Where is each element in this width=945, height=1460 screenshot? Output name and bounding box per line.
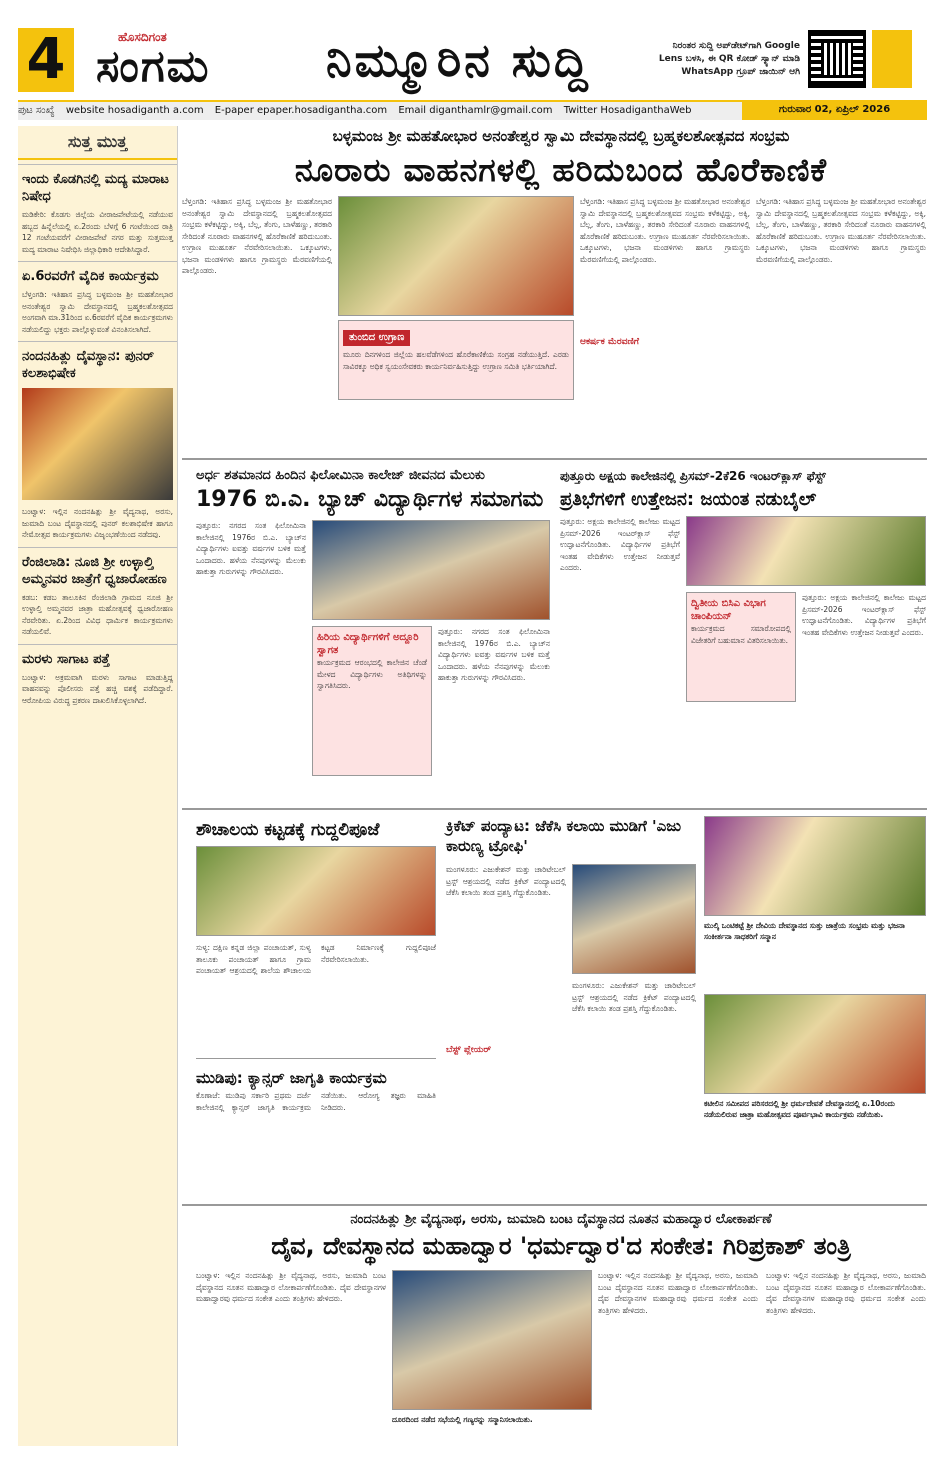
sidebar-logo: ಸುತ್ತ ಮುತ್ತ xyxy=(18,126,177,160)
bottom-body-3: ಬಂಟ್ವಾಳ: ಇಲ್ಲಿನ ನಂದನಹಿತ್ಲು ಶ್ರೀ ವೈದ್ಯನಾಥ, ಅರಸು, ಜುಮಾದಿ ಬಂಟ ದೈವಸ್ಥಾನದ ನೂತನ ಮಹಾದ್ವಾರ ಲೋಕಾರ್ಪಣೆಗೊಂಡಿತು. ದೈವ ದೇವಸ್ಥಾನಗಳ ಮಹಾದ್ವಾರವು ಧರ್ಮದ ಸಂಕೇತ ಎಂದು ತಂತ್ರಿಗಳು ಹೇಳಿದರು. xyxy=(766,1271,926,1315)
inset-body: ಮೂರು ದಿನಗಳಿಂದ ಜಿಲ್ಲೆಯ ಹಲವೆಡೆಗಳಿಂದ ಹೊರೆಕಾಣಿಕೆಯ ಸಂಗ್ರಹ ನಡೆಯುತ್ತಿದೆ. ಎರಡು ಸಾವಿರಕ್ಕೂ ಅಧಿಕ ಸ್ವಯಂಸೇವಕರು ಕಾರ್ಯನಿರ್ವಹಿಸುತ್ತಿದ್ದು ಉಗ್ರಾಣ ಸಮಿತಿ ಭರ್ತಿಯಾಗಿದೆ. xyxy=(343,350,569,371)
story6-body-2: ಮಂಗಳೂರು: ಎಜುಕೇಶನ್ ಮತ್ತು ಚಾರಿಟೇಬಲ್ ಟ್ರಸ್ಟ್ ಆಶ್ರಯದಲ್ಲಿ ನಡೆದ ಕ್ರಿಕೆಟ್ ಪಂದ್ಯಾಟದಲ್ಲಿ ಜೆಕೆಸಿ ಕಲಾಯಿ ತಂಡ ಪ್ರಶಸ್ತಿ ಗೆದ್ದುಕೊಂಡಿತು. xyxy=(572,981,696,1013)
email-link[interactable]: Email diganthamlr@gmail.com xyxy=(398,105,553,116)
website-link[interactable]: website hosadiganth a.com xyxy=(65,105,204,116)
story2-box-body: ಕಾರ್ಯಕ್ರಮದ ಆರಂಭದಲ್ಲಿ ಕಾಲೇಜಿನ ಚೆಂಡೆ ಮೇಳದ ವಿದ್ಯಾರ್ಥಿಗಳು ಅತಿಥಿಗಳನ್ನು ಸ್ವಾಗತಿಸಿದರು. xyxy=(317,658,427,690)
divider xyxy=(182,1204,927,1206)
sidebar-item xyxy=(18,644,177,709)
sidebar-item xyxy=(18,261,177,337)
sidebar-body: ಮಡಿಕೇರಿ: ಕೊಡಗು ಜಿಲ್ಲೆಯ ವೀರಾಜಪೇಟೆಯಲ್ಲಿ ನಡೆಯುವ ಹಬ್ಬದ ಹಿನ್ನೆಲೆಯಲ್ಲಿ ಏ.2ರಂದು ಬೆಳಗ್ಗೆ 6 ಗಂಟೆಯಿಂದ ರಾತ್ರಿ 12 ಗಂಟೆಯವರೆಗೆ ವೀರಾಜಪೇಟೆ ನಗರ ಮತ್ತು ಸುತ್ತಮುತ್ತ ಮದ್ಯ ಮಾರಾಟ ನಿಷೇಧಿಸಿ ಜಿಲ್ಲಾಧಿಕಾರಿ ಆದೇಶಿಸಿದ್ದಾರೆ. xyxy=(22,210,173,254)
lead-photo xyxy=(338,196,574,316)
sidebar-body: ಬಂಟ್ವಾಳ: ಅಕ್ರಮವಾಗಿ ಮರಳು ಸಾಗಾಟ ಮಾಡುತ್ತಿದ್ದ ವಾಹನವನ್ನು ಪೊಲೀಸರು ಪತ್ತೆ ಹಚ್ಚಿ ವಶಕ್ಕೆ ಪಡೆದಿದ್ದಾರೆ. ಆರೋಪಿಯ ವಿರುದ್ಧ ಪ್ರಕರಣ ದಾಖಲಿಸಿಕೊಳ್ಳಲಾಗಿದೆ. xyxy=(22,672,173,705)
bottom-body: ಬಂಟ್ವಾಳ: ಇಲ್ಲಿನ ನಂದನಹಿತ್ಲು ಶ್ರೀ ವೈದ್ಯನಾಥ, ಅರಸು, ಜುಮಾದಿ ಬಂಟ ದೈವಸ್ಥಾನದ ನೂತನ ಮಹಾದ್ವಾರ ಲೋಕಾರ್ಪಣೆಗೊಂಡಿತು. ದೈವ ದೇವಸ್ಥಾನಗಳ ಮಹಾದ್ವಾರವು ಧರ್ಮದ ಸಂಕೇತ ಎಂದು ತಂತ್ರಿಗಳು ಹೇಳಿದರು. xyxy=(196,1271,386,1303)
sidebar-body: ಕಡಬ: ಕಡಬ ತಾಲೂಕಿನ ರೆಂಜಿಲಾಡಿ ಗ್ರಾಮದ ನೂಜಿ ಶ್ರೀ ಉಳ್ಳಾಲ್ತಿ ಅಮ್ಮನವರ ಜಾತ್ರಾ ಮಹೋತ್ಸವಕ್ಕೆ ಧ್ವಜಾರೋಹಣ ನೆರವೇರಿತು. ಏ.2ರಿಂದ ವಿವಿಧ ಧಾರ್ಮಿಕ ಕಾರ್ಯಕ್ರಮಗಳು ನಡೆಯಲಿವೆ. xyxy=(22,592,173,636)
sidebar-body: ಬಂಟ್ವಾಳ: ಇಲ್ಲಿನ ನಂದನಹಿತ್ಲು ಶ್ರೀ ವೈದ್ಯನಾಥ, ಅರಸು, ಜುಮಾದಿ ಬಂಟ ದೈವಸ್ಥಾನದಲ್ಲಿ ಪುನರ್ ಕಲಶಾಭಿಷೇಕ ಹಾಗೂ ನೇಮೋತ್ಸವ ಕಾರ್ಯಕ್ರಮಗಳು ವಿಜೃಂಭಣೆಯಿಂದ ನಡೆದವು. xyxy=(22,507,173,539)
story3-box xyxy=(686,592,796,702)
qr-instructions: ನಿರಂತರ ಸುದ್ದಿ ಅಪ್‌ಡೇಟ್‌ಗಾಗಿ Google Lens ಬಳಸಿ, ಈ QR ಕೋಡ್ ಸ್ಕ್ಯಾನ್ ಮಾಡಿ WhatsApp ಗ್ರೂಪ್ ಜಾಯಿನ್ ಆಗಿ xyxy=(658,41,800,77)
lead-kicker: ಬಳ್ಳಮಂಜ ಶ್ರೀ ಮಹತೋಭಾರ ಅನಂತೇಶ್ವರ ಸ್ವಾಮಿ ದೇವಸ್ಥಾನದಲ್ಲಿ ಬ್ರಹ್ಮಕಲಶೋತ್ಸವದ ಸಂಭ್ರಮ xyxy=(332,127,790,145)
lead-headline[interactable]: ನೂರಾರು ವಾಹನಗಳಲ್ಲಿ ಹರಿದುಬಂದ ಹೊರೆಕಾಣಿಕೆ xyxy=(294,151,828,189)
bottom-headline[interactable]: ದೈವ, ದೇವಸ್ಥಾನದ ಮಹಾದ್ವಾರ 'ಧರ್ಮದ್ವಾರ'ದ ಸಂಕೇತ: ಗಿರಿಪ್ರಕಾಶ್ ತಂತ್ರಿ xyxy=(271,1232,851,1260)
story3-photo xyxy=(686,516,926,586)
sidebar-headline[interactable]: ಮರಳು ಸಾಗಾಟ ಪತ್ತೆ xyxy=(18,644,177,670)
sidebar-body: ಬೆಳ್ತಂಗಡಿ: ಇತಿಹಾಸ ಪ್ರಸಿದ್ಧ ಬಳ್ಳಮಂಜ ಶ್ರೀ ಮಹತೋಭಾರ ಅನಂತೇಶ್ವರ ಸ್ವಾಮಿ ದೇವಸ್ಥಾನದಲ್ಲಿ ಬ್ರಹ್ಮಕಲಶೋತ್ಸವದ ಅಂಗವಾಗಿ ಮಾ.31ರಿಂದ ಏ.6ರವರೆಗೆ ವೈದಿಕ ಕಾರ್ಯಕ್ರಮಗಳು ನಡೆಯಲಿದ್ದು ಭಕ್ತರು ಪಾಲ್ಗೊಳ್ಳುವಂತೆ ವಿನಂತಿಸಲಾಗಿದೆ. xyxy=(22,290,173,334)
page-title: ನಿಮ್ಮೂರಿನ ಸುದ್ದಿ xyxy=(326,33,591,87)
story3-kicker: ಪುತ್ತೂರು ಅಕ್ಷಯ ಕಾಲೇಜಿನಲ್ಲಿ ಪ್ರಿಸಮ್-2ಕೆ26 ಇಂಟರ್‌ಕ್ಲಾಸ್ ಫೆಸ್ಟ್ xyxy=(560,469,826,483)
story2-kicker: ಅರ್ಧ ಶತಮಾನದ ಹಿಂದಿನ ಫಿಲೋಮಿನಾ ಕಾಲೇಜ್ ಜೀವನದ ಮೆಲುಕು xyxy=(196,468,485,483)
page-label: ಪುಟ ಸಂಖ್ಯೆ xyxy=(18,105,55,116)
lead-body-2: ಬೆಳ್ತಂಗಡಿ: ಇತಿಹಾಸ ಪ್ರಸಿದ್ಧ ಬಳ್ಳಮಂಜ ಶ್ರೀ ಮಹತೋಭಾರ ಅನಂತೇಶ್ವರ ಸ್ವಾಮಿ ದೇವಸ್ಥಾನದಲ್ಲಿ ಬ್ರಹ್ಮಕಲಶೋತ್ಸವದ ಸಂಭ್ರಮ ಕಳೆಕಟ್ಟಿದ್ದು, ಅಕ್ಕಿ, ಬೆಲ್ಲ, ತೆಂಗು, ಬಾಳೆಹಣ್ಣು, ತರಕಾರಿ ಸೇರಿದಂತೆ ನೂರಾರು ವಾಹನಗಳಲ್ಲಿ ಹೊರೆಕಾಣಿಕೆ ಹರಿದುಬಂತು. ಉಗ್ರಾಣ ಮುಹೂರ್ತ ನೆರವೇರಿಸಲಾಯಿತು. ಒಕ್ಕೂಟಗಳು, ಭಜನಾ ಮಂಡಳಿಗಳು ಹಾಗೂ ಗ್ರಾಮಸ್ಥರು ಮೆರವಣಿಗೆಯಲ್ಲಿ ಪಾಲ್ಗೊಂಡರು. xyxy=(580,197,750,264)
story2-photo xyxy=(312,520,550,620)
bottom-kicker: ನಂದನಹಿತ್ಲು ಶ್ರೀ ವೈದ್ಯನಾಥ, ಅರಸು, ಜುಮಾದಿ ಬಂಟ ದೈವಸ್ಥಾನದ ನೂತನ ಮಹಾದ್ವಾರ ಲೋಕಾರ್ಪಣೆ xyxy=(350,1212,772,1227)
sidebar-item xyxy=(18,341,177,543)
twitter-link[interactable]: Twitter HosadiganthaWeb xyxy=(563,105,692,116)
story5-headline[interactable]: ಮುಡಿಪು: ಕ್ಯಾನ್ಸರ್ ಜಾಗೃತಿ ಕಾರ್ಯಕ್ರಮ xyxy=(196,1069,387,1087)
sidebar-item xyxy=(18,547,177,640)
story3-body: ಪುತ್ತೂರು: ಅಕ್ಷಯ ಕಾಲೇಜಿನಲ್ಲಿ ಕಾಲೇಜು ಮಟ್ಟದ ಪ್ರಿಸಮ್-2026 ಇಂಟರ್‌ಕ್ಲಾಸ್ ಫೆಸ್ಟ್ ಉದ್ಘಾಟನೆಗೊಂಡಿತು. ವಿದ್ಯಾರ್ಥಿಗಳ ಪ್ರತಿಭೆಗೆ ಇಂತಹ ವೇದಿಕೆಗಳು ಉತ್ತೇಜನ ನೀಡುತ್ತವೆ ಎಂದರು. xyxy=(560,517,680,572)
story5-body: ಕೊಣಾಜೆ: ಮುಡಿಪು ಸರ್ಕಾರಿ ಪ್ರಥಮ ದರ್ಜೆ ಕಾಲೇಜಿನಲ್ಲಿ ಕ್ಯಾನ್ಸರ್ ಜಾಗೃತಿ ಕಾರ್ಯಕ್ರಮ ನಡೆಯಿತು. ಆರೋಗ್ಯ ತಜ್ಞರು ಮಾಹಿತಿ ನೀಡಿದರು. xyxy=(196,1091,436,1112)
sidebar-headline[interactable]: ಏ.6ರವರೆಗೆ ವೈದಿಕ ಕಾರ್ಯಕ್ರಮ xyxy=(18,261,177,287)
story6-photo xyxy=(572,864,696,974)
issue-date: ಗುರುವಾರ 02, ಏಪ್ರಿಲ್ 2026 xyxy=(742,100,927,120)
sidebar-item xyxy=(18,164,177,257)
story3-headline[interactable]: ಪ್ರತಿಭೆಗಳಿಗೆ ಉತ್ತೇಜನ: ಜಯಂತ ನಡುಬೈಲ್ xyxy=(560,489,817,510)
feature-photo-2 xyxy=(704,994,926,1094)
divider xyxy=(196,1058,436,1059)
story4-photo xyxy=(196,846,436,936)
story3-box-body: ಕಾರ್ಯಕ್ರಮದ ಸಮಾರೋಪದಲ್ಲಿ ವಿಜೇತರಿಗೆ ಬಹುಮಾನ ವಿತರಿಸಲಾಯಿತು. xyxy=(691,624,791,645)
lead-subhead: ಆಕರ್ಷಕ ಮೆರವಣಿಗೆ xyxy=(580,337,640,347)
lead-body: ಬೆಳ್ತಂಗಡಿ: ಇತಿಹಾಸ ಪ್ರಸಿದ್ಧ ಬಳ್ಳಮಂಜ ಶ್ರೀ ಮಹತೋಭಾರ ಅನಂತೇಶ್ವರ ಸ್ವಾಮಿ ದೇವಸ್ಥಾನದಲ್ಲಿ ಬ್ರಹ್ಮಕಲಶೋತ್ಸವದ ಸಂಭ್ರಮ ಕಳೆಕಟ್ಟಿದ್ದು, ಅಕ್ಕಿ, ಬೆಲ್ಲ, ತೆಂಗು, ಬಾಳೆಹಣ್ಣು, ತರಕಾರಿ ಸೇರಿದಂತೆ ನೂರಾರು ವಾಹನಗಳಲ್ಲಿ ಹೊರೆಕಾಣಿಕೆ ಹರಿದುಬಂತು. ಉಗ್ರಾಣ ಮುಹೂರ್ತ ನೆರವೇರಿಸಲಾಯಿತು. ಒಕ್ಕೂಟಗಳು, ಭಜನಾ ಮಂಡಳಿಗಳು ಹಾಗೂ ಗ್ರಾಮಸ್ಥರು ಮೆರವಣಿಗೆಯಲ್ಲಿ ಪಾಲ್ಗೊಂಡರು. xyxy=(182,197,332,275)
qr-code-icon[interactable] xyxy=(808,30,866,88)
feature-caption-2: ಕಟೀಲಿನ ಸಮೀಪದ ಪರಿಸರದಲ್ಲಿ ಶ್ರೀ ಧರ್ಮದೇವತೆ ದೇವಸ್ಥಾನದಲ್ಲಿ ಏ.10ರಂದು ನಡೆಯಲಿರುವ ಜಾತ್ರಾ ಮಹೋತ್ಸವದ ಪೂರ್ವಭಾವಿ ಕಾರ್ಯಕ್ರಮ ನಡೆಯಿತು. xyxy=(704,1099,895,1119)
story2-box xyxy=(312,626,432,776)
bottom-photo xyxy=(392,1270,592,1410)
page-number: 4 xyxy=(18,28,74,92)
sidebar xyxy=(18,126,178,1446)
bottom-body-2: ಬಂಟ್ವಾಳ: ಇಲ್ಲಿನ ನಂದನಹಿತ್ಲು ಶ್ರೀ ವೈದ್ಯನಾಥ, ಅರಸು, ಜುಮಾದಿ ಬಂಟ ದೈವಸ್ಥಾನದ ನೂತನ ಮಹಾದ್ವಾರ ಲೋಕಾರ್ಪಣೆಗೊಂಡಿತು. ದೈವ ದೇವಸ್ಥಾನಗಳ ಮಹಾದ್ವಾರವು ಧರ್ಮದ ಸಂಕೇತ ಎಂದು ತಂತ್ರಿಗಳು ಹೇಳಿದರು. xyxy=(598,1271,758,1315)
sidebar-photo xyxy=(22,388,173,500)
feature-photo-1 xyxy=(704,816,926,916)
divider xyxy=(182,458,927,460)
lead-inset-box xyxy=(338,320,574,400)
story3-body-2: ಪುತ್ತೂರು: ಅಕ್ಷಯ ಕಾಲೇಜಿನಲ್ಲಿ ಕಾಲೇಜು ಮಟ್ಟದ ಪ್ರಿಸಮ್-2026 ಇಂಟರ್‌ಕ್ಲಾಸ್ ಫೆಸ್ಟ್ ಉದ್ಘಾಟನೆಗೊಂಡಿತು. ವಿದ್ಯಾರ್ಥಿಗಳ ಪ್ರತಿಭೆಗೆ ಇಂತಹ ವೇದಿಕೆಗಳು ಉತ್ತೇಜನ ನೀಡುತ್ತವೆ ಎಂದರು. xyxy=(802,593,926,637)
story2-headline[interactable]: 1976 ಬಿ.ಎ. ಬ್ಯಾಚ್ ವಿದ್ಯಾರ್ಥಿಗಳ ಸಮಾಗಮ xyxy=(196,487,544,512)
sidebar-headline[interactable]: ರೆಂಜಿಲಾಡಿ: ನೂಜಿ ಶ್ರೀ ಉಳ್ಳಾಲ್ತಿ ಅಮ್ಮನವರ ಜಾತ್ರೆಗೆ ಧ್ವಜಾರೋಹಣ xyxy=(18,547,177,590)
epaper-link[interactable]: E-paper epaper.hosadigantha.com xyxy=(214,105,388,116)
sidebar-headline[interactable]: ನಂದನಹಿತ್ಲು ದೈವಸ್ಥಾನ: ಪುನರ್ ಕಲಶಾಭಿಷೇಕ xyxy=(18,341,177,384)
story2-body-2: ಪುತ್ತೂರು: ನಗರದ ಸಂತ ಫಿಲೋಮಿನಾ ಕಾಲೇಜಿನಲ್ಲಿ 1976ರ ಬಿ.ಎ. ಬ್ಯಾಚ್‌ನ ವಿದ್ಯಾರ್ಥಿಗಳು ಐವತ್ತು ವರ್ಷಗಳ ಬಳಿಕ ಮತ್ತೆ ಒಂದಾದರು. ಹಳೆಯ ನೆನಪುಗಳನ್ನು ಮೆಲುಕು ಹಾಕುತ್ತಾ ಗುರುಗಳನ್ನು ಗೌರವಿಸಿದರು. xyxy=(438,627,550,682)
paper-name: ಹೊಸದಿಗಂತ xyxy=(118,30,167,44)
feature-caption-1: ಮುಲ್ಕಿ ಒಂಟಿಕಟ್ಟೆ ಶ್ರೀ ದೇವಿಯ ದೇವಸ್ಥಾನದ ಸುತ್ತು ಜಾತ್ರೆಯ ಸಂಭ್ರಮ ಮತ್ತು ಭಜನಾ ಸಂಕೀರ್ತನಾ ಸಾಧಕರಿಗೆ ಸನ್ಮಾನ xyxy=(704,921,905,941)
story6-body: ಮಂಗಳೂರು: ಎಜುಕೇಶನ್ ಮತ್ತು ಚಾರಿಟೇಬಲ್ ಟ್ರಸ್ಟ್ ಆಶ್ರಯದಲ್ಲಿ ನಡೆದ ಕ್ರಿಕೆಟ್ ಪಂದ್ಯಾಟದಲ್ಲಿ ಜೆಕೆಸಿ ಕಲಾಯಿ ತಂಡ ಪ್ರಶಸ್ತಿ ಗೆದ್ದುಕೊಂಡಿತು. xyxy=(446,865,566,897)
story6-headline[interactable]: ಕ್ರಿಕೆಟ್ ಪಂದ್ಯಾಟ: ಜೆಕೆಸಿ ಕಲಾಯಿ ಮುಡಿಗೆ 'ಎಜು ಕಾರುಣ್ಯ ಟ್ರೋಫಿ' xyxy=(446,817,682,855)
lead-body-3: ಬೆಳ್ತಂಗಡಿ: ಇತಿಹಾಸ ಪ್ರಸಿದ್ಧ ಬಳ್ಳಮಂಜ ಶ್ರೀ ಮಹತೋಭಾರ ಅನಂತೇಶ್ವರ ಸ್ವಾಮಿ ದೇವಸ್ಥಾನದಲ್ಲಿ ಬ್ರಹ್ಮಕಲಶೋತ್ಸವದ ಸಂಭ್ರಮ ಕಳೆಕಟ್ಟಿದ್ದು, ಅಕ್ಕಿ, ಬೆಲ್ಲ, ತೆಂಗು, ಬಾಳೆಹಣ್ಣು, ತರಕಾರಿ ಸೇರಿದಂತೆ ನೂರಾರು ವಾಹನಗಳಲ್ಲಿ ಹೊರೆಕಾಣಿಕೆ ಹರಿದುಬಂತು. ಉಗ್ರಾಣ ಮುಹೂರ್ತ ನೆರವೇರಿಸಲಾಯಿತು. ಒಕ್ಕೂಟಗಳು, ಭಜನಾ ಮಂಡಳಿಗಳು ಹಾಗೂ ಗ್ರಾಮಸ್ಥರು ಮೆರವಣಿಗೆಯಲ್ಲಿ ಪಾಲ್ಗೊಂಡರು. xyxy=(756,197,926,264)
sidebar-headline[interactable]: ಇಂದು ಕೊಡಗಿನಲ್ಲಿ ಮದ್ಯ ಮಾರಾಟ ನಿಷೇಧ xyxy=(18,164,177,207)
story4-headline[interactable]: ಶೌಚಾಲಯ ಕಟ್ಟಡಕ್ಕೆ ಗುದ್ದಲಿಪೂಜೆ xyxy=(196,820,380,840)
accent-bar xyxy=(872,30,912,88)
story4-body: ಸುಳ್ಯ: ದಕ್ಷಿಣ ಕನ್ನಡ ಜಿಲ್ಲಾ ಪಂಚಾಯತ್, ಸುಳ್ಯ ತಾಲೂಕು ಪಂಚಾಯತ್ ಹಾಗೂ ಗ್ರಾಮ ಪಂಚಾಯತ್ ಆಶ್ರಯದಲ್ಲಿ ಶಾಲೆಯ ಶೌಚಾಲಯ ಕಟ್ಟಡ ನಿರ್ಮಾಣಕ್ಕೆ ಗುದ್ದಲಿಪೂಜೆ ನೆರವೇರಿಸಲಾಯಿತು. xyxy=(196,943,436,975)
bottom-caption: ದೂರದಿಂದ ನಡೆದ ಸಭೆಯಲ್ಲಿ ಗಣ್ಯರನ್ನು ಸನ್ಮಾನಿಸಲಾಯಿತು. xyxy=(392,1415,533,1424)
story6-subhead: ಬೆಸ್ಟ್ ಪ್ಲೇಯರ್ xyxy=(446,1045,492,1055)
inset-tag: ತುಂಬಿದ ಉಗ್ರಾಣ xyxy=(343,330,410,346)
section-name: ಸಂಗಮ xyxy=(96,41,211,92)
story3-box-head: ದ್ವಿತೀಯ ಬಿಸಿಎ ವಿಭಾಗ ಚಾಂಪಿಯನ್ xyxy=(691,598,766,622)
story2-box-head: ಹಿರಿಯ ವಿದ್ಯಾರ್ಥಿಗಳಿಗೆ ಅದ್ದೂರಿ ಸ್ವಾಗತ xyxy=(317,632,419,656)
divider xyxy=(182,808,927,810)
story2-body: ಪುತ್ತೂರು: ನಗರದ ಸಂತ ಫಿಲೋಮಿನಾ ಕಾಲೇಜಿನಲ್ಲಿ 1976ರ ಬಿ.ಎ. ಬ್ಯಾಚ್‌ನ ವಿದ್ಯಾರ್ಥಿಗಳು ಐವತ್ತು ವರ್ಷಗಳ ಬಳಿಕ ಮತ್ತೆ ಒಂದಾದರು. ಹಳೆಯ ನೆನಪುಗಳನ್ನು ಮೆಲುಕು ಹಾಕುತ್ತಾ ಗುರುಗಳನ್ನು ಗೌರವಿಸಿದರು. xyxy=(196,521,306,576)
